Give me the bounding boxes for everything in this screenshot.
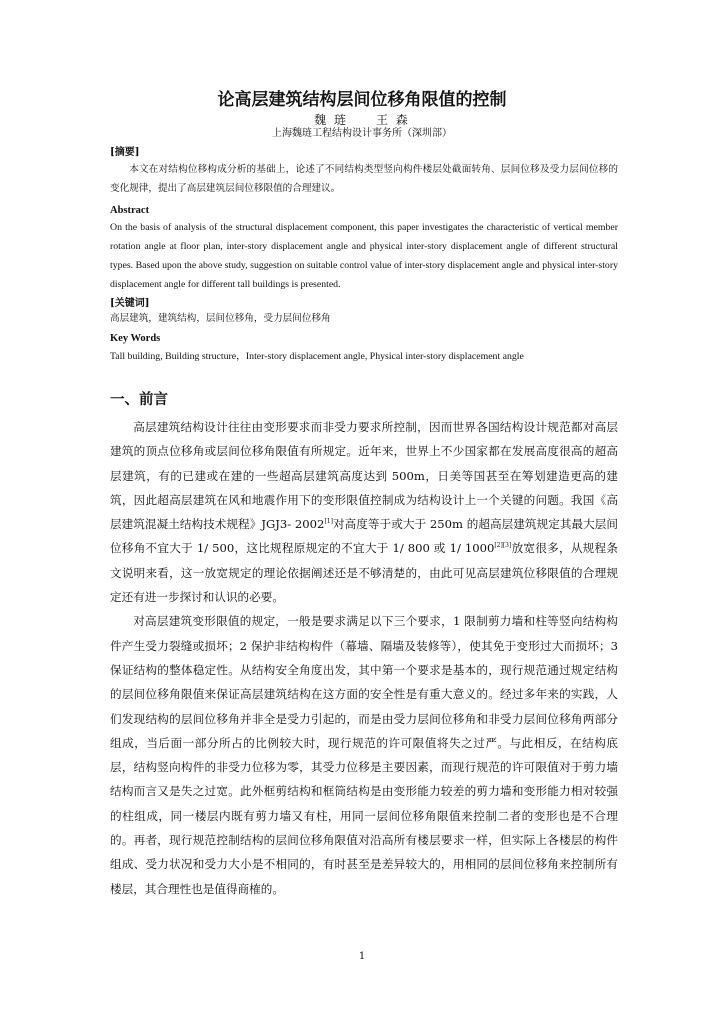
abstract-cn-text: 本文在对结构位移构成分析的基础上，论述了不同结构类型竖向构件楼层处截面转角、层间位移及受力层间位移的变化规律，提出了高层建筑层间位移限值的合理建议。	[110, 164, 618, 194]
keywords-cn-label: [关键词]	[110, 298, 150, 309]
keywords-en	[110, 331, 618, 364]
keywords-en-label: Key Words	[110, 333, 161, 344]
paper-authors: 魏 琏 王 森	[314, 113, 410, 127]
keywords-cn-text: 高层建筑，建筑结构，层间位移角，受力层间位移角	[110, 313, 331, 324]
abstract-cn	[110, 146, 618, 198]
abstract-en-label: Abstract	[110, 205, 150, 216]
abstract-en	[110, 203, 618, 294]
body-paragraph-1-part-b: 对高度等于或大于 250m 的超高层建筑规定其最大层间位移角不宜大于 1/ 500，这比规程原规定的不宜大于 1/ 800 或 1/ 1000	[110, 517, 618, 556]
abstract-cn-label: [摘要]	[110, 147, 140, 158]
body-paragraph-2: 对高层建筑变形限值的规定，一般是要求满足以下三个要求，1 限制剪力墙和柱等竖向结构构件产生受力裂缝或损坏；2 保护非结构构件（幕墙、隔墙及装修等），使其免于变形过大而损坏；3 保证结构的整体稳定性。从结构安全角度出发，其中第一个要求是基本的，现行规范通过规定结构的层间位移角限值来保证高层建筑结构在这方面的安全性是有重大意义的。经过多年来的实践，人们发现结构的层间位移角并非全是受力引起的，而是由受力层间位移角和非受力层间位移角两部分组成，当后面一部分所占的比例较大时，现行规范的许可限值将失之过严。与此相反，在结构底层，结构竖向构件的非受力位移为零，其受力位移是主要因素，而现行规范的许可限值对于剪力墙结构而言又是失之过宽。此外框剪结构和框筒结构是由变形能力较差的剪力墙和变形能力相对较强的柱组成，同一楼层内既有剪力墙又有柱，用同一层间位移角限值来控制二者的变形也是不合理的。再者，现行规范控制结构的层间位移角限值对沿高所有楼层要求一样，但实际上各楼层的构件组成、受力状况和受力大小是不相同的，有时甚至是差异较大的，用相同的层间位移角来控制所有楼层，其合理性也是值得商榷的。	[110, 614, 618, 896]
abstract-en-text: On the basis of analysis of the structural displacement component, this paper investigates the characteristic of vertical member rotation angle at floor plan, inter-story displacement angle and physical inter-story displacement angle of different structural types. Based upon the above study, suggestion on suitable control value of inter-story displacement angle and physical inter-story displacement angle for different tall buildings is presented.	[110, 222, 618, 290]
body-paragraph-1-part-a: 高层建筑结构设计往往由变形要求而非受力要求所控制，因而世界各国结构设计规范都对高层建筑的顶点位移角或层间位移角限值有所规定。近年来，世界上不少国家都在发展高度很高的超高层建筑，有的已建或在建的一些超高层建筑高度达到 500m，日美等国甚至在筹划建造更高的建筑，因此超高层建筑在风和地震作用下的变形限值控制成为结构设计上一个关键的问题。我国《高层建筑混凝土结构技术规程》JGJ3- 2002	[110, 420, 618, 532]
section-body	[110, 415, 618, 901]
keywords-cn	[110, 297, 618, 327]
page-number: 1	[358, 951, 366, 962]
paper-title: 论高层建筑结构层间位移角限值的控制	[217, 90, 507, 110]
citation-ref-2-3: [2][3]	[494, 542, 512, 550]
body-paragraph-1	[110, 415, 618, 609]
paper-affiliation: 上海魏琏工程结构设计事务所（深圳部）	[272, 128, 452, 139]
body-paragraph-1-part-c: 放宽很多，从规程条文说明来看，这一放宽规定的理论依据阐述还是不够清楚的，由此可见高层建筑位移限值的合理规定还有进一步探讨和认识的必要。	[110, 541, 618, 605]
keywords-en-text: Tall building, Building structure，Inter-story displacement angle, Physical inter-story displacement angle	[110, 351, 524, 362]
section-heading: 一、前言	[110, 392, 168, 408]
citation-ref-1: [1]	[324, 518, 333, 526]
